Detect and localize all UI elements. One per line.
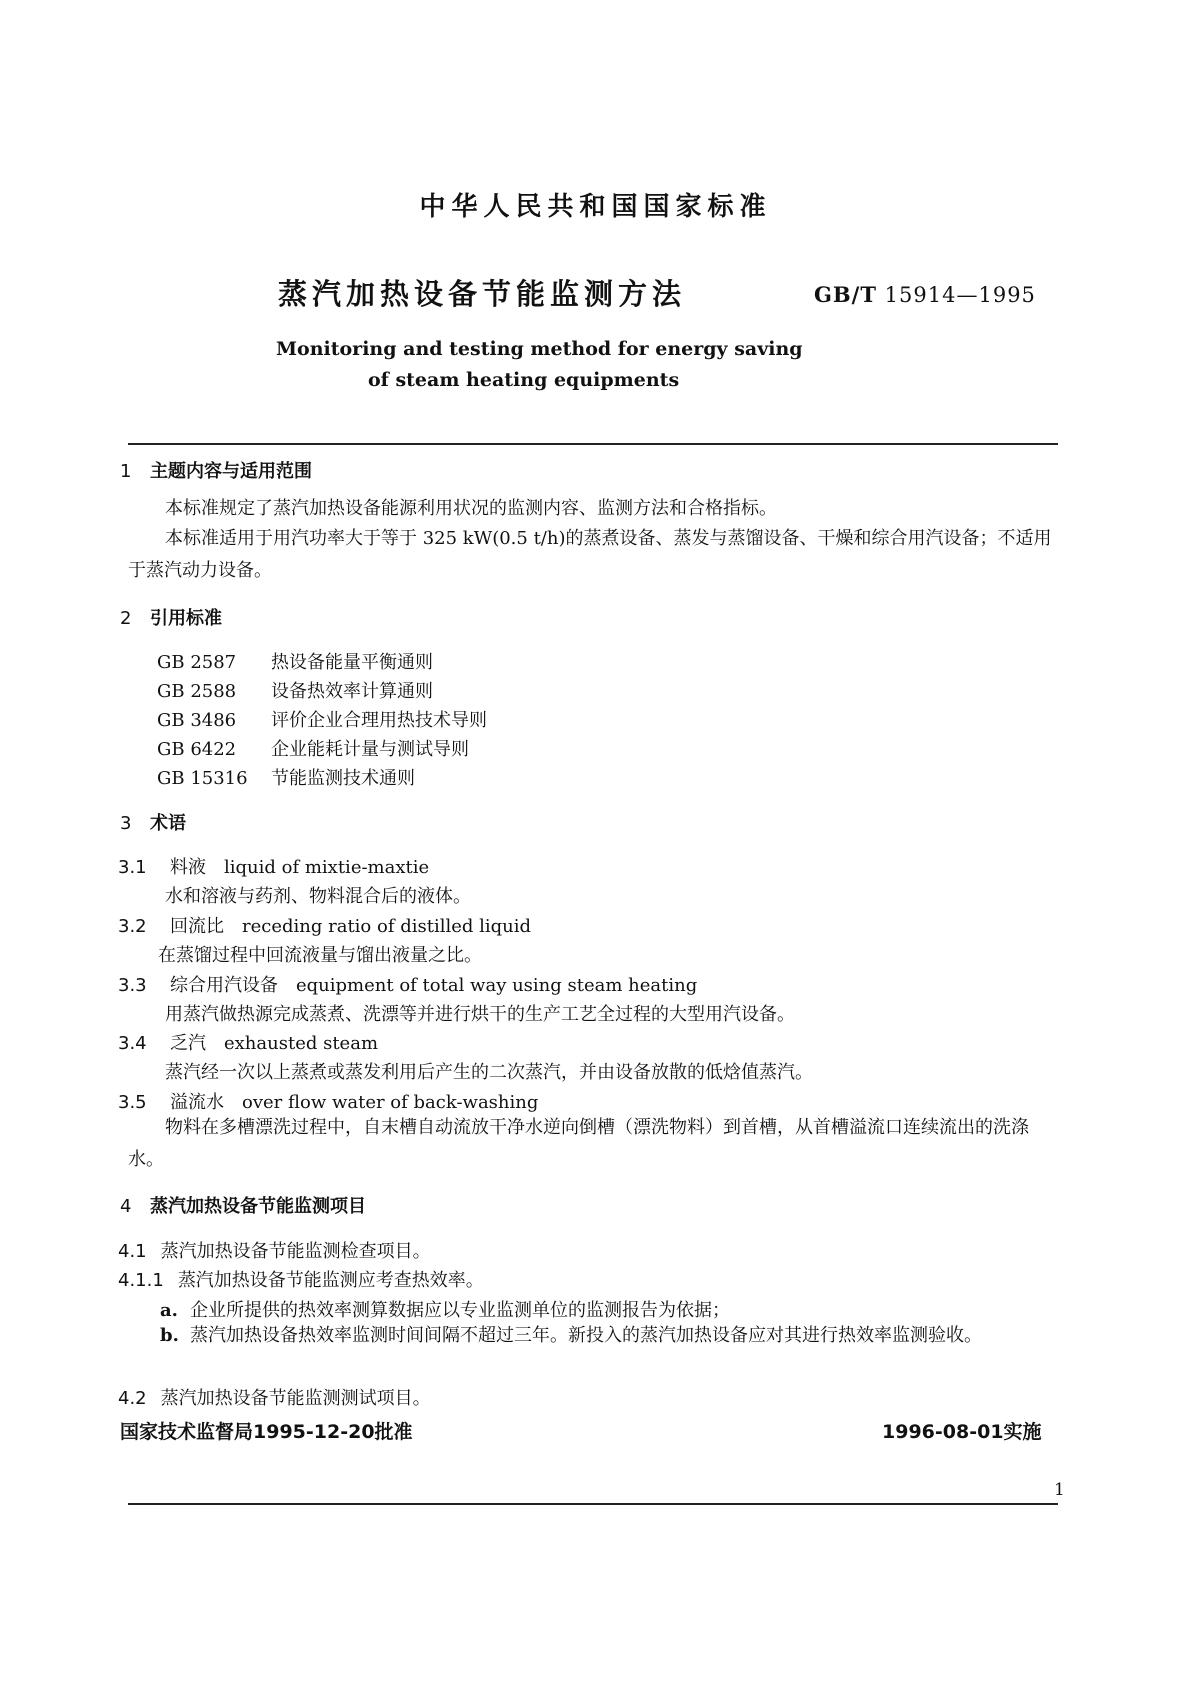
term-3-2-definition: 在蒸馏过程中回流液量与馏出液量之比。	[158, 945, 482, 966]
section-title: 引用标准	[150, 608, 222, 629]
reference-title: 评价企业合理用热技术导则	[271, 710, 487, 731]
term-3-5-definition: 物料在多槽漂洗过程中，自末槽自动流放干净水逆向倒槽（漂洗物料）到首槽，从首槽溢流口连续流出的洗涤水。	[128, 1117, 1029, 1170]
clause-text: 蒸汽加热设备节能监测测试项目。	[160, 1388, 431, 1409]
reference-code: GB 6422	[157, 739, 237, 760]
term-3-4-definition: 蒸汽经一次以上蒸煮或蒸发利用后产生的二次蒸汽，并由设备放散的低焓值蒸汽。	[165, 1062, 813, 1083]
term-english: equipment of total way using steam heating	[296, 975, 698, 996]
clause-number: 4.2	[118, 1388, 147, 1409]
reference-item	[157, 648, 433, 674]
clause-4-1-1	[118, 1266, 484, 1292]
standard-code	[814, 282, 1036, 307]
reference-title: 热设备能量平衡通则	[271, 652, 433, 673]
section-title: 主题内容与适用范围	[150, 461, 312, 482]
title-english-line2: of steam heating equipments	[368, 369, 680, 391]
term-english: receding ratio of distilled liquid	[242, 916, 532, 937]
term-english: liquid of mixtie-maxtie	[224, 857, 430, 878]
clause-4-2	[118, 1384, 431, 1410]
item-marker: b.	[160, 1325, 179, 1346]
paragraph-text: 本标准规定了蒸汽加热设备能源利用状况的监测内容、监测方法和合格指标。	[165, 498, 777, 519]
term-english: exhausted steam	[224, 1033, 379, 1054]
term-number: 3.5	[118, 1092, 147, 1113]
title-chinese: 蒸汽加热设备节能监测方法	[278, 277, 687, 311]
section-4-heading	[120, 1192, 366, 1218]
clause-4-1	[118, 1237, 431, 1263]
reference-code: GB 15316	[157, 768, 248, 789]
term-3-3	[118, 971, 697, 997]
term-number: 3.3	[118, 975, 147, 996]
term-chinese: 料液	[170, 857, 206, 878]
section-3-heading	[120, 809, 186, 835]
item-b	[128, 1320, 1058, 1352]
reference-item	[157, 677, 433, 703]
title-english-line1: Monitoring and testing method for energy saving	[276, 338, 803, 360]
section-title: 蒸汽加热设备节能监测项目	[150, 1196, 366, 1217]
item-a	[160, 1296, 730, 1322]
standard-number: 15914—1995	[884, 283, 1036, 307]
term-chinese: 乏汽	[170, 1033, 206, 1054]
top-divider	[128, 443, 1058, 445]
term-3-1	[118, 853, 429, 879]
item-text: 企业所提供的热效率测算数据应以专业监测单位的监测报告为依据；	[190, 1300, 730, 1321]
reference-item	[157, 706, 487, 732]
standard-prefix: GB/T	[814, 282, 877, 307]
term-number: 3.2	[118, 916, 147, 937]
section-number: 1	[120, 461, 132, 482]
section-2-heading	[120, 604, 222, 630]
reference-item	[157, 764, 415, 790]
reference-title: 节能监测技术通则	[271, 768, 415, 789]
term-3-5	[118, 1088, 538, 1114]
reference-code: GB 2588	[157, 681, 237, 702]
term-3-3-definition: 用蒸汽做热源完成蒸煮、洗漂等并进行烘干的生产工艺全过程的大型用汽设备。	[165, 1004, 795, 1025]
term-english: over flow water of back-washing	[242, 1092, 539, 1113]
page-number: 1	[1054, 1480, 1065, 1500]
section-1-paragraph-2: 本标准适用于用汽功率大于等于 325 kW(0.5 t/h)的蒸煮设备、蒸发与蒸馏设备、干燥和综合用汽设备；不适用于蒸汽动力设备。	[128, 528, 1052, 581]
approval-line: 国家技术监督局1995-12-20批准	[120, 1421, 413, 1443]
section-1-paragraph-1	[128, 494, 777, 520]
term-3-2	[118, 912, 531, 938]
section-number: 4	[120, 1196, 132, 1217]
national-standard-header: 中华人民共和国国家标准	[419, 192, 772, 222]
term-number: 3.4	[118, 1033, 147, 1054]
bottom-divider	[128, 1503, 1058, 1505]
reference-title: 设备热效率计算通则	[271, 681, 433, 702]
term-chinese: 溢流水	[170, 1092, 224, 1113]
term-chinese: 回流比	[170, 916, 224, 937]
item-marker: a.	[160, 1300, 178, 1321]
clause-number: 4.1	[118, 1241, 147, 1262]
section-number: 2	[120, 608, 132, 629]
term-number: 3.1	[118, 857, 147, 878]
section-1-heading	[120, 457, 312, 483]
term-3-4	[118, 1029, 378, 1055]
section-number: 3	[120, 813, 132, 834]
reference-code: GB 3486	[157, 710, 237, 731]
reference-code: GB 2587	[157, 652, 237, 673]
clause-text: 蒸汽加热设备节能监测检查项目。	[160, 1241, 431, 1262]
reference-title: 企业能耗计量与测试导则	[271, 739, 469, 760]
section-title: 术语	[150, 813, 186, 834]
reference-item	[157, 735, 469, 761]
term-3-1-definition: 水和溶液与药剂、物料混合后的液体。	[165, 886, 471, 907]
clause-number: 4.1.1	[118, 1270, 164, 1291]
item-text: 蒸汽加热设备热效率监测时间间隔不超过三年。新投入的蒸汽加热设备应对其进行热效率监测验收。	[190, 1325, 982, 1346]
term-chinese: 综合用汽设备	[170, 975, 278, 996]
clause-text: 蒸汽加热设备节能监测应考查热效率。	[177, 1270, 484, 1291]
implementation-date: 1996-08-01实施	[882, 1421, 1042, 1443]
